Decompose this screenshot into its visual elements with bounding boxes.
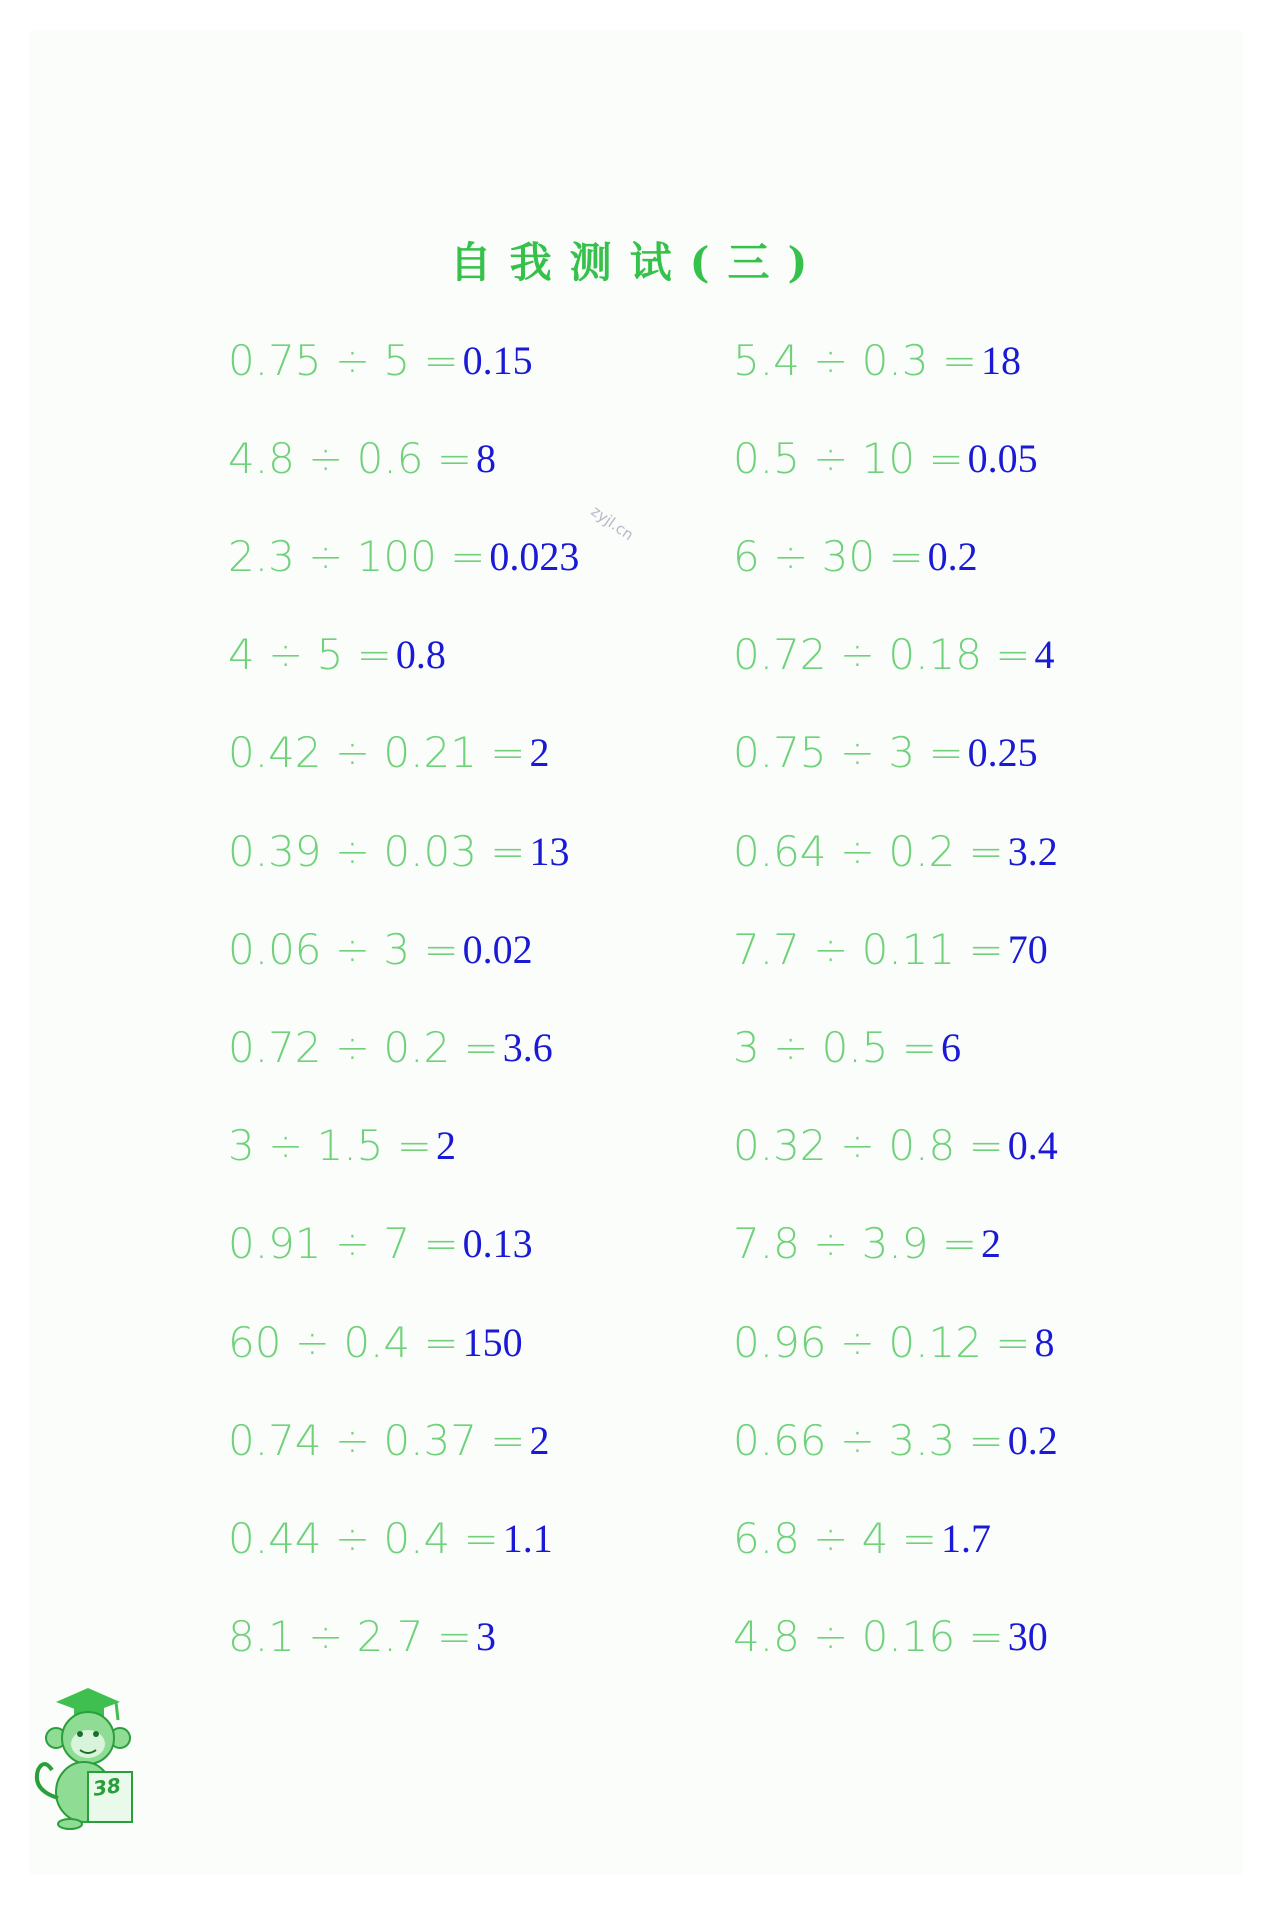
- problem-right-2: [733, 428, 1038, 488]
- expression: 0.75 ÷ 5 =: [228, 335, 459, 385]
- answer: 0.15: [462, 337, 533, 383]
- answer: 0.25: [967, 730, 1038, 776]
- answer: 6: [940, 1024, 961, 1070]
- problem-left-2: [228, 428, 496, 488]
- expression: 0.66 ÷ 3.3 =: [733, 1415, 1004, 1465]
- problem-right-13: [733, 1508, 991, 1568]
- answer: 0.05: [967, 435, 1038, 481]
- expression: 0.64 ÷ 0.2 =: [733, 826, 1004, 876]
- page-title: 自我测试(三): [449, 238, 826, 287]
- problem-right-9: [733, 1116, 1058, 1176]
- answer: 3.2: [1007, 828, 1058, 874]
- answer: 150: [462, 1319, 523, 1365]
- expression: 0.39 ÷ 0.03 =: [228, 826, 526, 876]
- problem-left-11: [228, 1312, 523, 1372]
- expression: 0.06 ÷ 3 =: [228, 924, 459, 974]
- answer: 1.1: [502, 1515, 553, 1561]
- answer: 8: [1034, 1319, 1055, 1365]
- problem-right-10: [733, 1214, 1001, 1274]
- problem-right-14: [733, 1607, 1048, 1667]
- expression: 60 ÷ 0.4 =: [228, 1317, 459, 1367]
- problem-right-1: [733, 330, 1021, 390]
- answer: 0.4: [1007, 1123, 1058, 1169]
- answer: 3.6: [502, 1024, 553, 1070]
- problem-left-13: [228, 1508, 553, 1568]
- expression: 8.1 ÷ 2.7 =: [228, 1612, 473, 1662]
- problem-left-12: [228, 1410, 549, 1470]
- expression: 7.7 ÷ 0.11 =: [733, 924, 1004, 974]
- problem-left-3: [228, 526, 579, 586]
- answer: 0.023: [489, 533, 580, 579]
- expression: 0.44 ÷ 0.4 =: [228, 1513, 499, 1563]
- answer: 2: [529, 730, 550, 776]
- answer: 0.02: [462, 926, 533, 972]
- expression: 0.74 ÷ 0.37 =: [228, 1415, 526, 1465]
- expression: 0.91 ÷ 7 =: [228, 1219, 459, 1269]
- expression: 4.8 ÷ 0.16 =: [733, 1612, 1004, 1662]
- page-number: 38: [91, 1773, 123, 1801]
- expression: 0.42 ÷ 0.21 =: [228, 728, 526, 778]
- expression: 0.32 ÷ 0.8 =: [733, 1121, 1004, 1171]
- problem-left-9: [228, 1116, 456, 1176]
- answer: 18: [981, 337, 1022, 383]
- answer: 1.7: [940, 1515, 991, 1561]
- answer: 70: [1007, 926, 1048, 972]
- watermark: zyjl.cn: [587, 502, 637, 545]
- expression: 4.8 ÷ 0.6 =: [228, 433, 473, 483]
- problem-right-6: [733, 821, 1058, 881]
- answer: 13: [529, 828, 570, 874]
- answer: 0.2: [927, 533, 978, 579]
- problem-right-12: [733, 1410, 1058, 1470]
- problem-left-10: [228, 1214, 533, 1274]
- expression: 7.8 ÷ 3.9 =: [733, 1219, 978, 1269]
- expression: 0.72 ÷ 0.18 =: [733, 630, 1031, 680]
- answer: 2: [981, 1221, 1002, 1267]
- answer: 0.13: [462, 1221, 533, 1267]
- answer: 2: [435, 1123, 456, 1169]
- expression: 0.96 ÷ 0.12 =: [733, 1317, 1031, 1367]
- problem-right-7: [733, 919, 1048, 979]
- answer: 4: [1034, 632, 1055, 678]
- expression: 6 ÷ 30 =: [733, 531, 924, 581]
- expression: 4 ÷ 5 =: [228, 630, 392, 680]
- problem-right-3: [733, 526, 978, 586]
- expression: 2.3 ÷ 100 =: [228, 531, 486, 581]
- problem-right-4: [733, 625, 1054, 685]
- expression: 0.72 ÷ 0.2 =: [228, 1022, 499, 1072]
- problem-left-8: [228, 1017, 553, 1077]
- expression: 0.75 ÷ 3 =: [733, 728, 964, 778]
- answer: 0.8: [395, 632, 446, 678]
- expression: 6.8 ÷ 4 =: [733, 1513, 937, 1563]
- expression: 0.5 ÷ 10 =: [733, 433, 964, 483]
- expression: 3 ÷ 1.5 =: [228, 1121, 432, 1171]
- answer: 8: [476, 435, 497, 481]
- problem-left-4: [228, 625, 446, 685]
- problem-left-1: [228, 330, 533, 390]
- answer: 30: [1007, 1614, 1048, 1660]
- problem-right-5: [733, 723, 1038, 783]
- answer: 0.2: [1007, 1417, 1058, 1463]
- answer: 2: [529, 1417, 550, 1463]
- expression: 5.4 ÷ 0.3 =: [733, 335, 978, 385]
- answer: 3: [476, 1614, 497, 1660]
- problem-right-8: [733, 1017, 961, 1077]
- monkey-mascot-icon: [26, 1680, 144, 1830]
- problem-left-5: [228, 723, 549, 783]
- problem-left-6: [228, 821, 569, 881]
- problem-left-7: [228, 919, 533, 979]
- expression: 3 ÷ 0.5 =: [733, 1022, 937, 1072]
- problem-right-11: [733, 1312, 1054, 1372]
- problem-left-14: [228, 1607, 496, 1667]
